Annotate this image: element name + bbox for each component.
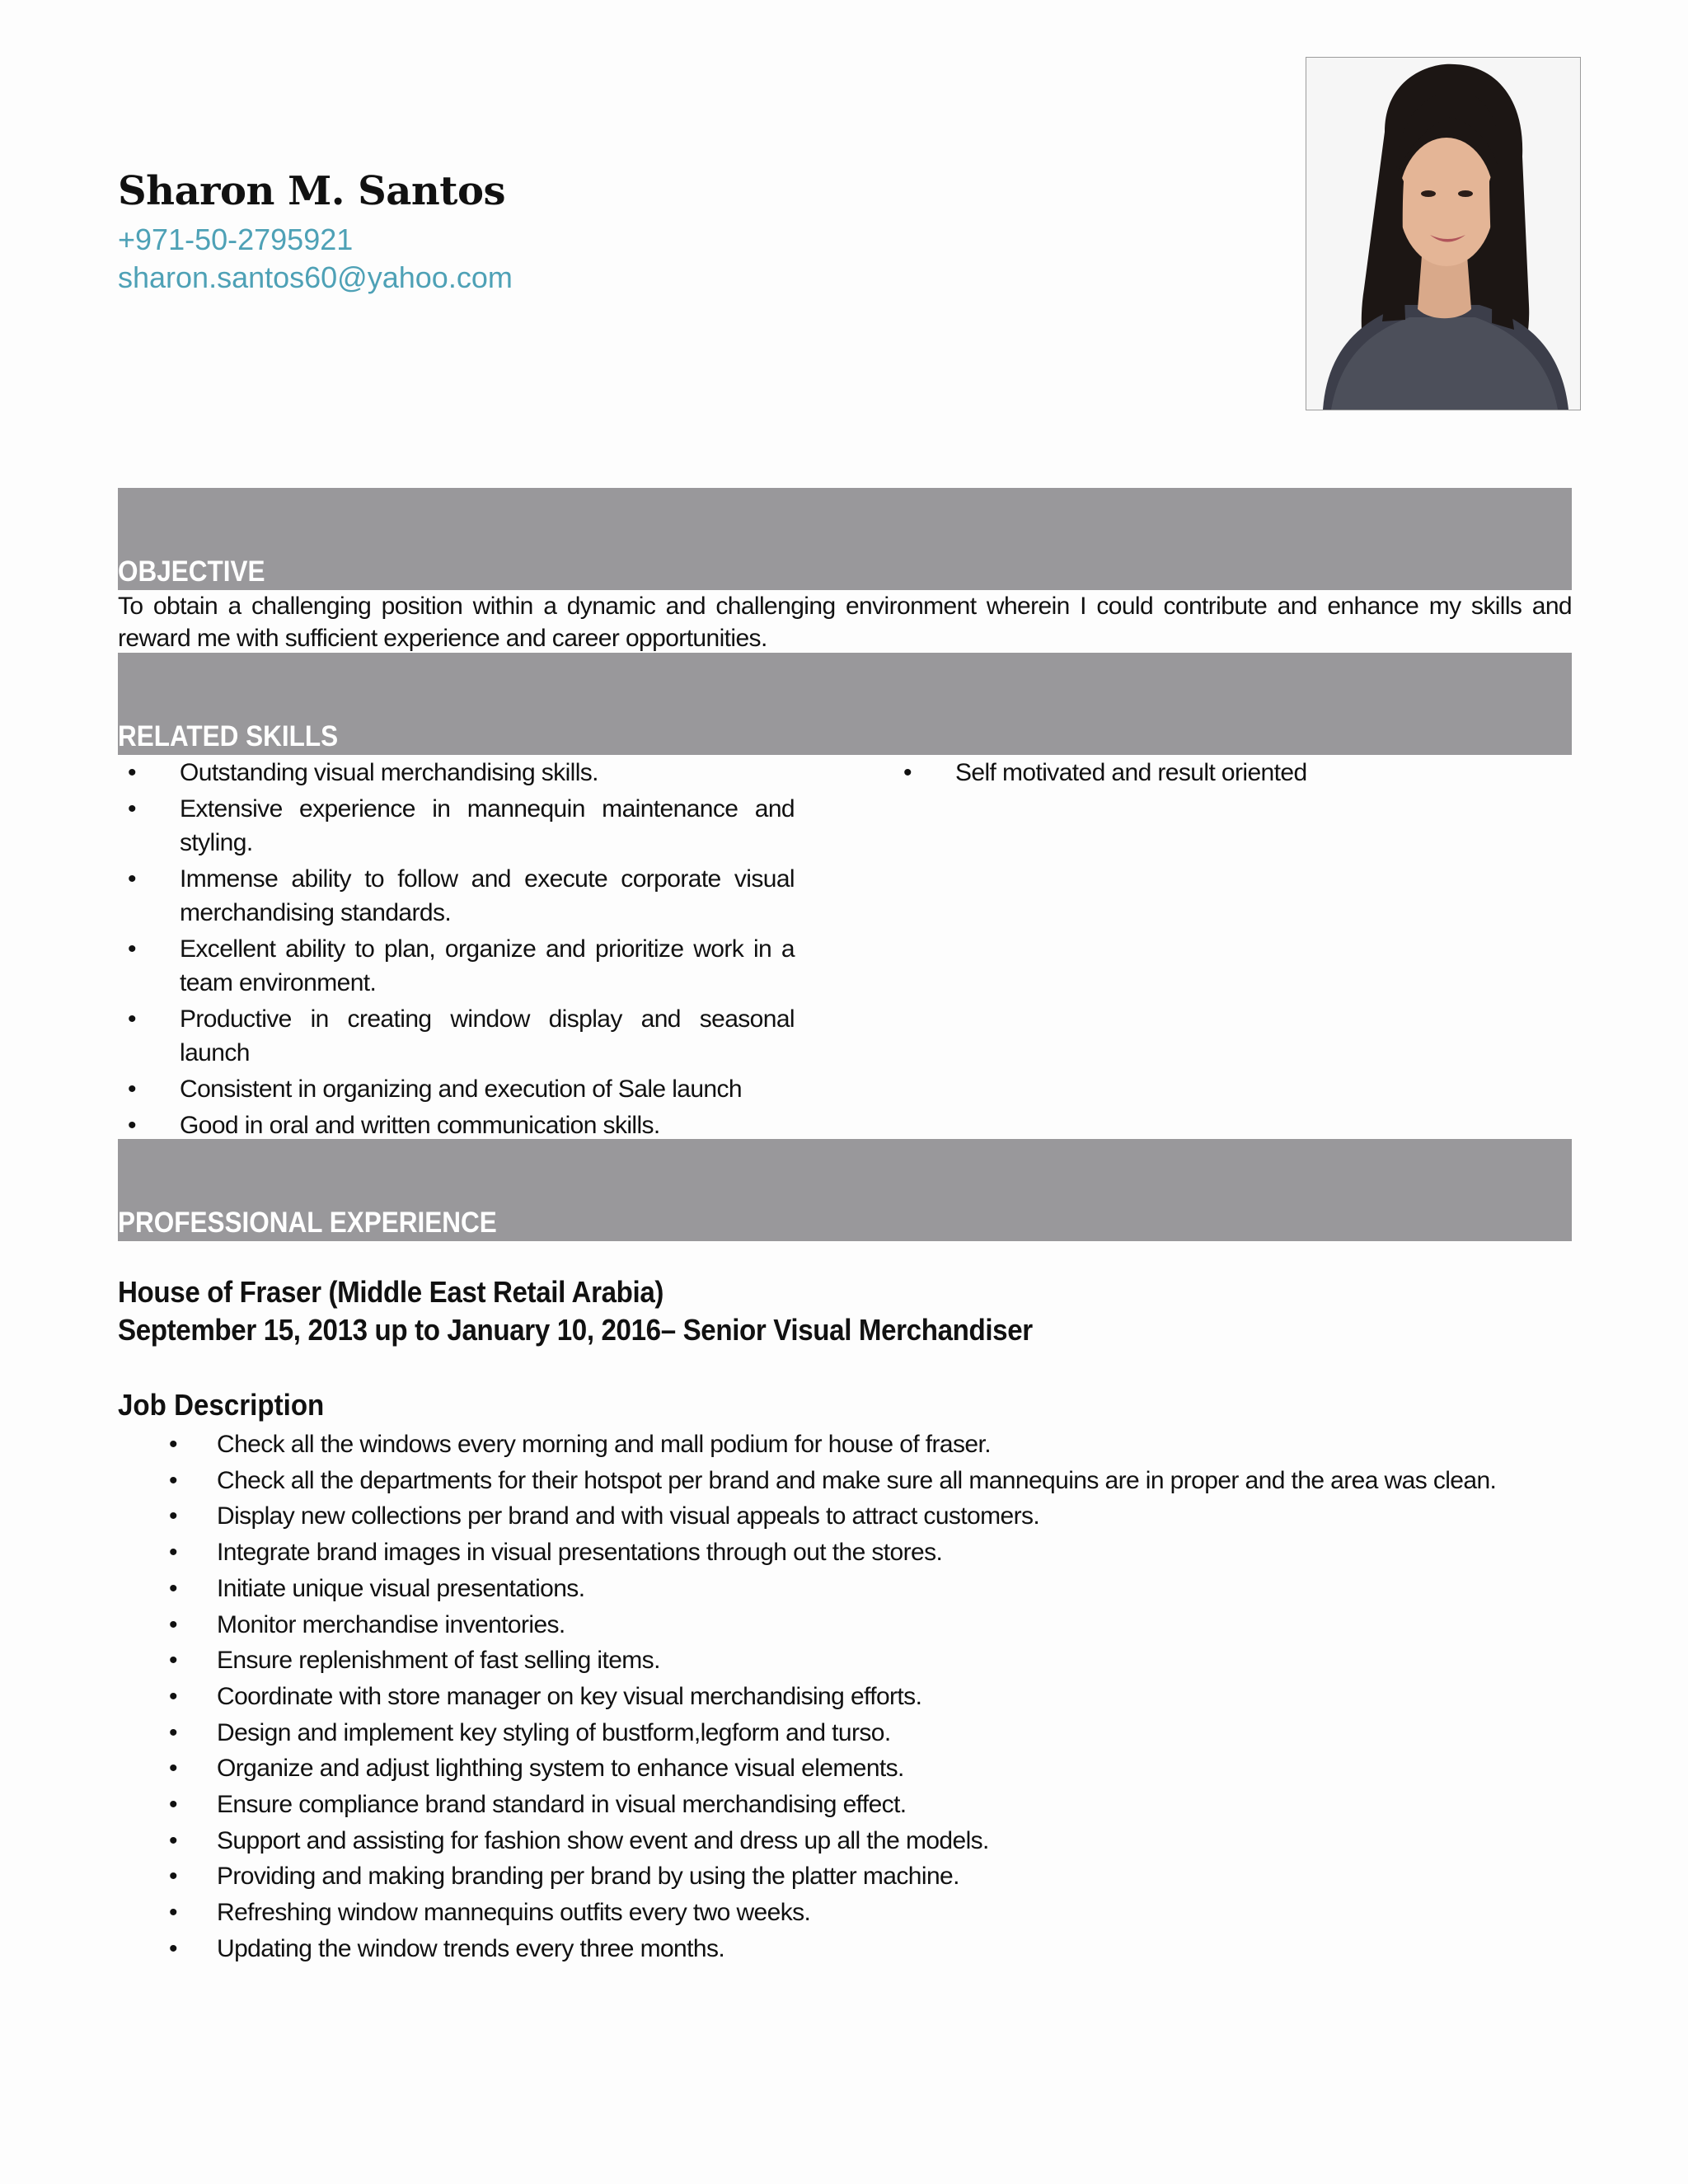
phone-number[interactable]: +971-50-2795921 [118,223,354,256]
job-description-heading: Job Description [118,1388,325,1422]
email-address[interactable]: sharon.santos60@yahoo.com [118,260,513,294]
profile-photo-image [1306,58,1580,410]
skill-item: • Excellent ability to plan, organize and prioritize work in a team environment. [180,932,795,1000]
bullet-icon: • [128,935,136,963]
bullet-icon: • [169,1682,177,1710]
bullet-icon: • [169,1791,177,1819]
bullet-icon: • [128,1112,136,1139]
bullet-icon: • [128,1076,136,1103]
duty-item: • Check all the departments for their hotspot per brand and make sure all mannequins are in proper and the area was clean. [217,1463,1568,1499]
bullet-icon: • [169,1574,177,1602]
skill-item: • Immense ability to follow and execute corporate visual merchandising standards. [180,862,795,930]
duty-item: • Integrate brand images in visual presentations through out the stores. [217,1535,1568,1571]
duty-item: • Support and assisting for fashion show event and dress up all the models. [217,1823,1568,1859]
duty-item: • Providing and making branding per brand by using the platter machine. [217,1858,1568,1895]
duty-item: • Organize and adjust lighthing system to enhance visual elements. [217,1750,1568,1787]
skills-title: RELATED SKILLS [118,720,339,752]
skill-item: • Extensive experience in mannequin maintenance and styling. [180,792,795,860]
bullet-icon: • [169,1863,177,1891]
bullet-icon: • [169,1934,177,1962]
duty-item: • Updating the window trends every three months. [217,1931,1568,1967]
objective-text: To obtain a challenging position within a dynamic and challenging environment wherein I could contribute and enhance my skills and reward me with sufficient experience and career opportunities. [118,593,1572,652]
bullet-icon: • [169,1899,177,1927]
employment-period: September 15, 2013 up to January 10, 2016– Senior Visual Merchandiser [118,1313,1033,1347]
skill-item: • Consistent in organizing and execution of Sale launch [180,1072,795,1106]
bullet-icon: • [169,1610,177,1638]
duty-item: • Design and implement key styling of bustform,legform and turso. [217,1715,1568,1751]
duty-item: • Display new collections per brand and with visual appeals to attract customers. [217,1498,1568,1535]
employer-name: House of Fraser (Middle East Retail Arabia) [118,1275,664,1309]
bullet-icon: • [169,1539,177,1567]
skill-item: • Good in oral and written communication skills. [180,1108,795,1142]
bullet-icon: • [903,759,912,786]
duty-item: • Refreshing window mannequins outfits every two weeks. [217,1895,1568,1931]
duty-item: • Ensure replenishment of fast selling items. [217,1643,1568,1679]
bullet-icon: • [169,1755,177,1783]
skills-section-header [118,653,1572,755]
bullet-icon: • [169,1502,177,1530]
bullet-icon: • [169,1826,177,1854]
duty-item: • Initiate unique visual presentations. [217,1571,1568,1607]
profile-photo [1306,57,1581,410]
bullet-icon: • [169,1466,177,1494]
duty-item: • Ensure compliance brand standard in visual merchandising effect. [217,1787,1568,1823]
duty-item: • Check all the windows every morning and mall podium for house of fraser. [217,1427,1568,1463]
objective-section-header [118,488,1572,590]
bullet-icon: • [169,1647,177,1675]
experience-title: PROFESSIONAL EXPERIENCE [118,1207,497,1239]
candidate-name: Sharon M. Santos [118,168,506,214]
bullet-icon: • [128,759,136,786]
skills-list-right [903,756,1532,790]
skill-item: • Outstanding visual merchandising skills. [180,756,795,790]
duty-item: • Monitor merchandise inventories. [217,1607,1568,1643]
duty-item: • Coordinate with store manager on key visual merchandising efforts. [217,1679,1568,1715]
bullet-icon: • [128,795,136,823]
bullet-icon: • [128,1005,136,1033]
bullet-icon: • [169,1431,177,1458]
duties-list [169,1427,1568,1967]
objective-title: OBJECTIVE [118,555,265,588]
skill-item: • Productive in creating window display and seasonal launch [180,1002,795,1070]
experience-section-header [118,1139,1572,1241]
bullet-icon: • [128,865,136,893]
bullet-icon: • [169,1718,177,1746]
skill-item: • Self motivated and result oriented [955,756,1532,790]
